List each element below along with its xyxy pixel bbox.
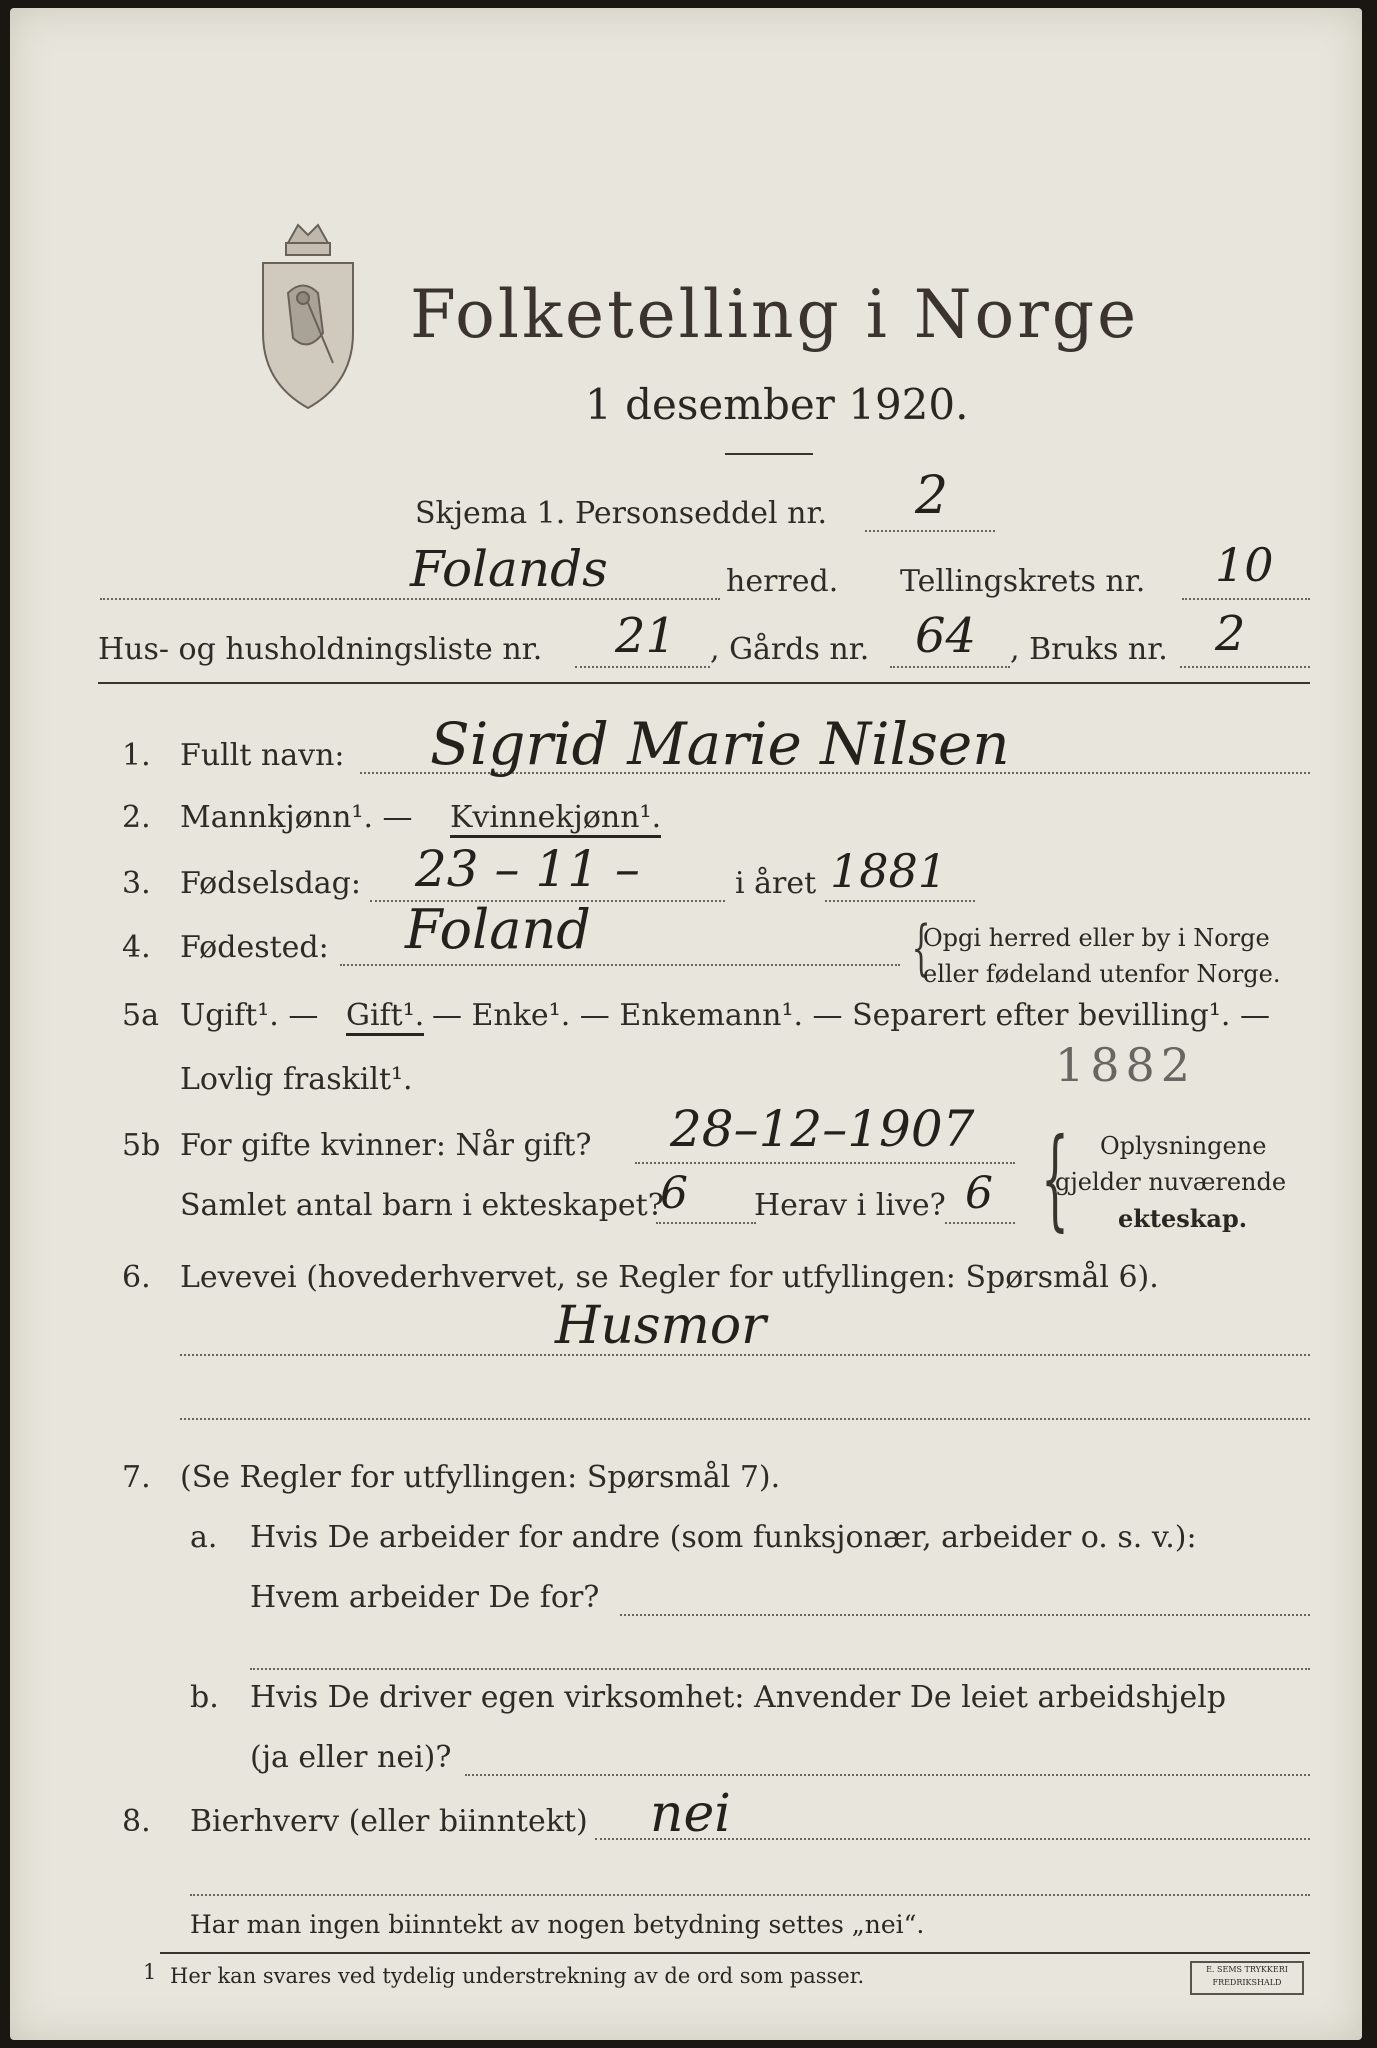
printer-stamp — [1190, 1961, 1304, 1995]
q3-number: 3. — [122, 866, 151, 901]
husliste-line — [575, 666, 710, 668]
q3-label: Fødselsdag: — [180, 866, 361, 901]
q5b-label: For gifte kvinner: Når gift? — [180, 1128, 592, 1163]
q4-note-1: Opgi herred eller by i Norge — [923, 924, 1270, 952]
q3-value: 23 – 11 – — [415, 840, 640, 898]
q4-line — [340, 964, 900, 966]
skjema-label: Skjema 1. — [415, 496, 566, 531]
gards-value: 64 — [915, 608, 977, 664]
q7a-number: a. — [190, 1520, 218, 1555]
census-date: 1 desember 1920. — [585, 380, 969, 429]
q3-year-value: 1881 — [830, 844, 948, 898]
q7a-label-1: Hvis De arbeider for andre (som funksjonær, arbeider o. s. v.): — [250, 1520, 1197, 1555]
title-divider — [725, 453, 813, 455]
printer-stamp-line1: E. SEMS TRYKKERI — [1206, 1965, 1288, 1974]
husliste-value: 21 — [615, 608, 677, 664]
personseddel-value: 2 — [915, 466, 949, 526]
q5b-alive-value: 6 — [965, 1168, 993, 1219]
q4-brace: { — [911, 913, 931, 983]
tellingskrets-value: 10 — [1215, 538, 1274, 592]
q8-note: Har man ingen biinntekt av nogen betydning settes „nei“. — [190, 1910, 925, 1939]
q7-number: 7. — [122, 1460, 151, 1495]
footer-rule — [160, 1952, 1310, 1954]
coat-of-arms-icon — [248, 213, 368, 413]
q5b-children-label: Samlet antal barn i ekteskapet? — [180, 1188, 664, 1223]
q1-label: Fullt navn: — [180, 738, 345, 773]
q3-year-label: i året — [735, 866, 817, 901]
q2-label-mann: Mannkjønn¹. — — [180, 800, 413, 835]
q7b-line — [465, 1774, 1310, 1776]
q3-year-line — [825, 900, 975, 902]
q4-number: 4. — [122, 930, 151, 965]
q6-label: Levevei (hovederhvervet, se Regler for utfyllingen: Spørsmål 6). — [180, 1260, 1159, 1295]
q5b-number: 5b — [122, 1128, 161, 1163]
q5b-alive-label: Herav i live? — [754, 1188, 946, 1223]
bruks-label: , Bruks nr. — [1010, 632, 1168, 667]
bruks-line — [1180, 666, 1310, 668]
gards-line — [890, 666, 1010, 668]
q2-number: 2. — [122, 800, 151, 835]
herred-label: herred. — [726, 564, 839, 599]
q5b-line — [635, 1162, 1015, 1164]
q5a-text-ugift: Ugift¹. — — [180, 998, 319, 1033]
q4-note-2: eller fødeland utenfor Norge. — [923, 960, 1281, 988]
q5a-annotation: 1882 — [1055, 1038, 1197, 1092]
q8-label: Bierhverv (eller biinntekt) — [190, 1804, 588, 1839]
header-rule — [98, 682, 1310, 684]
footnote-mark: 1 — [143, 1960, 157, 1984]
tellingskrets-label: Tellingskrets nr. — [900, 564, 1146, 599]
q1-number: 1. — [122, 738, 151, 773]
q6-number: 6. — [122, 1260, 151, 1295]
q5a-number: 5a — [122, 998, 159, 1033]
q5a-text-fraskilt: Lovlig fraskilt¹. — [180, 1062, 413, 1097]
q4-value: Foland — [405, 898, 591, 961]
q5b-note-3: ekteskap. — [1118, 1204, 1248, 1233]
q5a-text-gift: Gift¹. — [346, 998, 424, 1036]
q7b-number: b. — [190, 1680, 219, 1715]
form-title: Folketelling i Norge — [410, 276, 1140, 353]
personseddel-line — [865, 530, 995, 532]
q5a-text-rest: — Enke¹. — Enkemann¹. — Separert efter bevilling¹. — — [432, 998, 1270, 1033]
census-form — [10, 8, 1362, 2040]
q6-value: Husmor — [555, 1296, 766, 1356]
q5b-brace: { — [1041, 1114, 1069, 1242]
q5b-alive-line — [945, 1222, 1015, 1224]
q5b-note-1: Oplysningene — [1100, 1132, 1267, 1160]
q7a-label-2: Hvem arbeider De for? — [250, 1580, 600, 1615]
q7a-line-2 — [250, 1668, 1310, 1670]
herred-value: Folands — [410, 540, 608, 598]
q4-label: Fødested: — [180, 930, 329, 965]
tellingskrets-line — [1182, 598, 1310, 600]
personseddel-label: Personseddel nr. — [575, 496, 828, 531]
q5b-note-2: gjelder nuværende — [1055, 1168, 1287, 1196]
q5b-children-line — [656, 1222, 756, 1224]
q7a-line-1 — [620, 1614, 1310, 1616]
footnote-text: Her kan svares ved tydelig understrekning av de ord som passer. — [170, 1964, 865, 1988]
q8-line-2 — [190, 1894, 1310, 1896]
q2-label-kvinne: Kvinnekjønn¹. — [450, 800, 661, 838]
q5b-value: 28–12–1907 — [670, 1100, 975, 1158]
gards-label: , Gårds nr. — [710, 632, 870, 667]
q7b-label-2: (ja eller nei)? — [250, 1740, 452, 1775]
bruks-value: 2 — [1215, 606, 1246, 662]
q7-label: (Se Regler for utfyllingen: Spørsmål 7). — [180, 1460, 781, 1495]
printer-stamp-line2: FREDRIKSHALD — [1212, 1978, 1282, 1987]
herred-line — [100, 598, 720, 600]
q8-value: nei — [650, 1784, 731, 1844]
q7b-label-1: Hvis De driver egen virksomhet: Anvender De leiet arbeidshjelp — [250, 1680, 1227, 1715]
q8-number: 8. — [122, 1804, 151, 1839]
q1-value: Sigrid Marie Nilsen — [430, 710, 1010, 778]
q6-line-2 — [180, 1418, 1310, 1420]
husliste-label: Hus- og husholdningsliste nr. — [98, 632, 543, 667]
q5b-children-value: 6 — [660, 1168, 688, 1219]
